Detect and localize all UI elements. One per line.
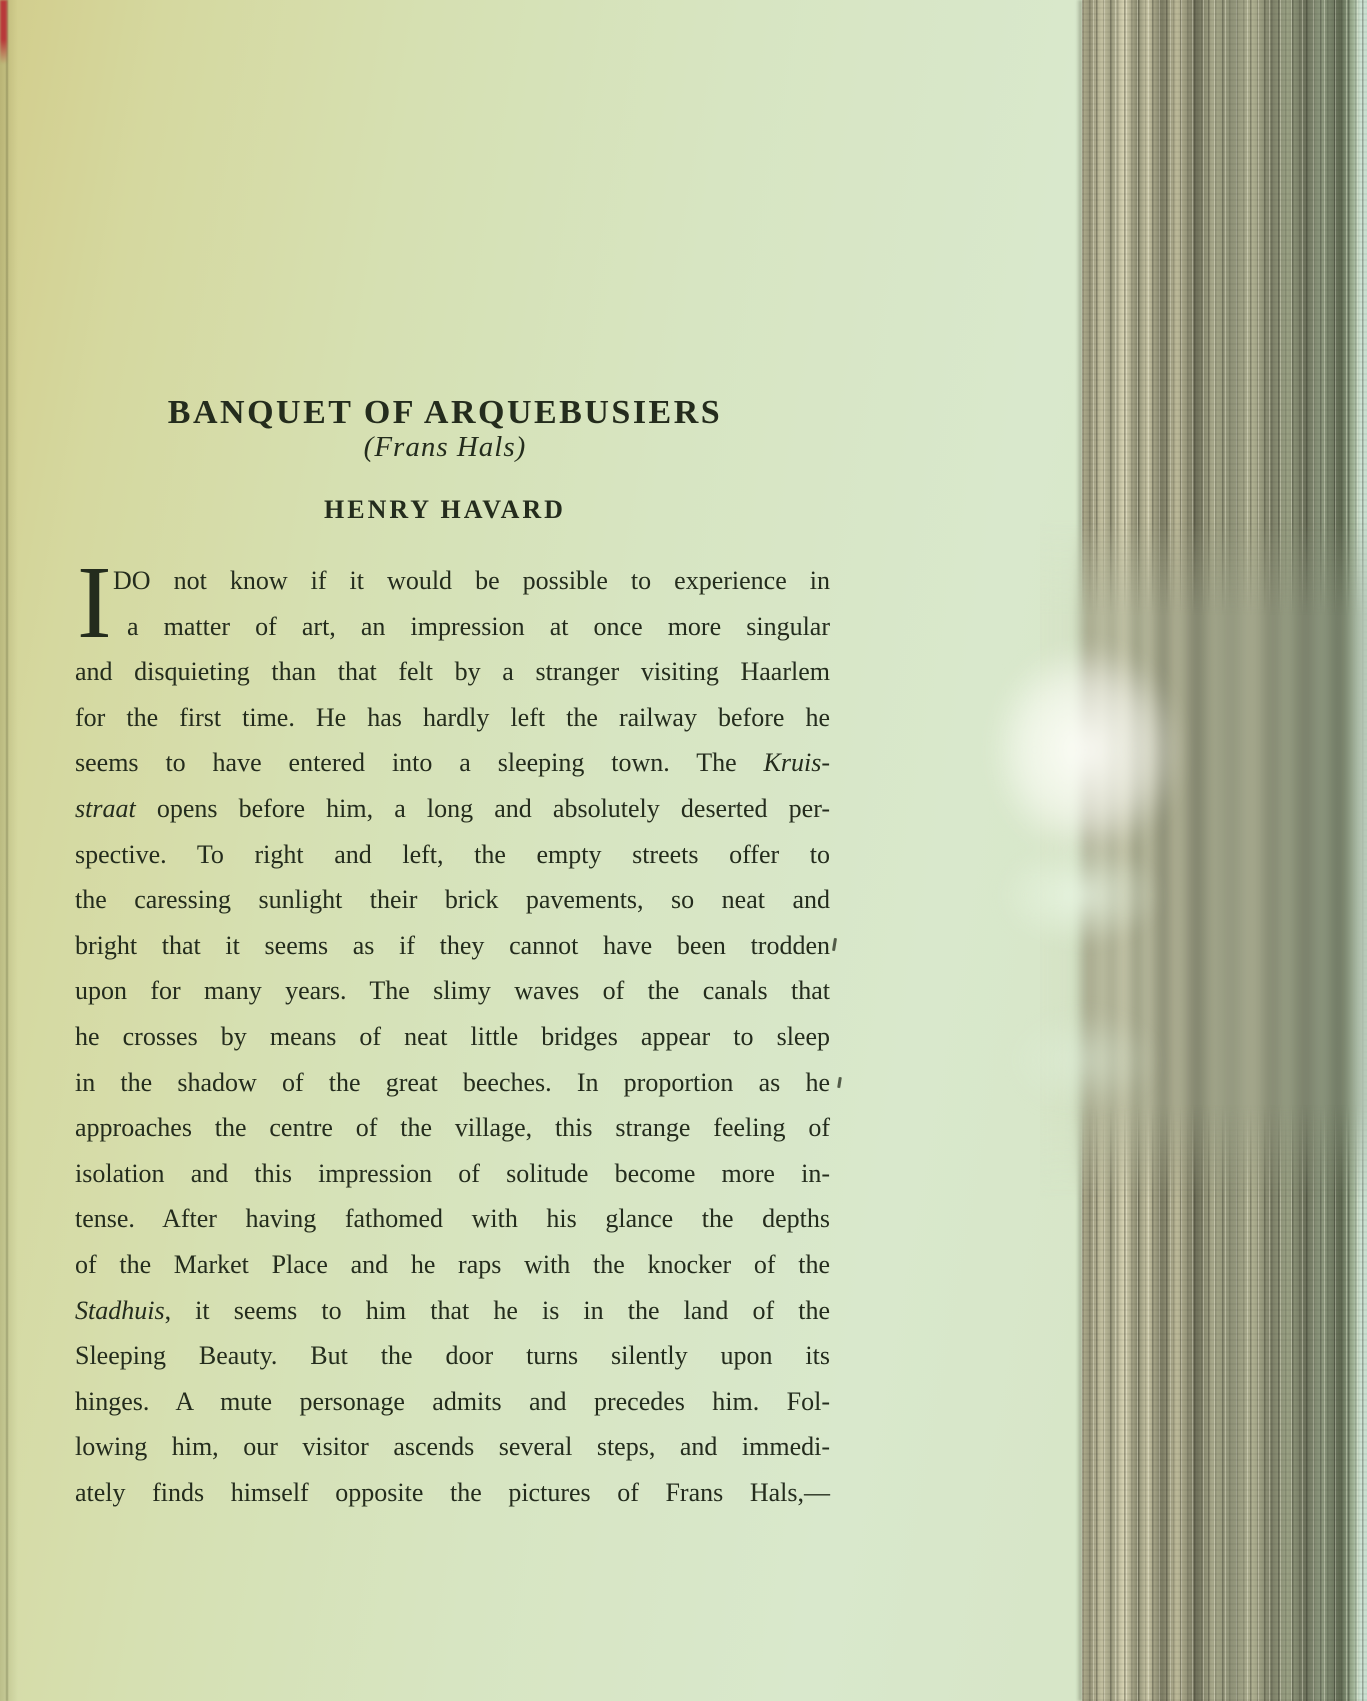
text-segment: for the first time. He has hardly left the railway before he	[75, 702, 830, 732]
text-segment: lowing him, our visitor ascends several steps, and immedi-	[75, 1432, 830, 1462]
text-segment: he crosses by means of neat little bridges appear to sleep	[75, 1021, 830, 1051]
text-segment: bright that it seems as if they cannot have been trodden	[75, 930, 830, 960]
text-line	[75, 649, 830, 695]
text-line	[75, 558, 830, 604]
text-segment: and disquieting than that felt by a stranger visiting Haarlem	[75, 657, 830, 687]
text-segment: approaches the centre of the village, this strange feeling of	[75, 1113, 830, 1143]
text-segment: , it seems to him that he is in the land of the	[164, 1295, 830, 1325]
text-line	[75, 786, 830, 832]
text-line	[75, 1424, 830, 1470]
text-segment: spective. To right and left, the empty streets offer to	[75, 839, 830, 869]
text-segment: hinges. A mute personage admits and precedes him. Fol-	[75, 1386, 830, 1416]
italic-text-segment: Stadhuis	[75, 1295, 165, 1325]
text-segment: ately finds himself opposite the pictures of Frans Hals,—	[75, 1477, 830, 1507]
italic-text-segment: straat	[75, 793, 136, 823]
text-line	[75, 1196, 830, 1242]
drop-cap: I	[77, 545, 112, 660]
text-line	[75, 832, 830, 878]
text-segment: a matter of art, an impression at once more singular	[127, 611, 830, 641]
text-line	[75, 1242, 830, 1288]
text-line	[75, 1333, 830, 1379]
text-segment: tense. After having fathomed with his glance the depths	[75, 1204, 830, 1234]
text-segment: in the shadow of the great beeches. In proportion as he	[75, 1067, 830, 1097]
text-segment: seems to have entered into a sleeping town. The	[75, 748, 764, 778]
text-segment: isolation and this impression of solitude become more in-	[75, 1158, 830, 1188]
text-line	[75, 968, 830, 1014]
text-line	[75, 604, 830, 650]
text-segment: upon for many years. The slimy waves of the canals that	[75, 976, 830, 1006]
text-line	[75, 877, 830, 923]
scan-speck	[837, 1077, 842, 1088]
scan-speck	[832, 938, 837, 951]
text-line	[75, 923, 830, 969]
body-lines	[75, 545, 830, 1515]
text-segment: opens before him, a long and absolutely deserted per-	[135, 793, 830, 823]
page-title: BANQUET OF ARQUEBUSIERS	[167, 394, 723, 431]
text-line	[75, 1060, 830, 1106]
italic-text-segment: Kruis-	[763, 748, 830, 778]
text-line	[75, 1379, 830, 1425]
article-body	[75, 545, 830, 1515]
text-line	[75, 740, 830, 786]
text-line	[75, 1105, 830, 1151]
text-segment: the caressing sunlight their brick pavements, so neat and	[75, 885, 830, 915]
text-line	[75, 1470, 830, 1516]
author-name: HENRY HAVARD	[324, 495, 566, 524]
text-segment: Sleeping Beauty. But the door turns silently upon its	[75, 1341, 830, 1371]
text-segment: of the Market Place and he raps with the knocker of the	[75, 1249, 830, 1279]
text-segment: DO not know if it would be possible to experience in	[113, 566, 830, 595]
text-line	[75, 1288, 830, 1334]
page-subtitle: (Frans Hals)	[363, 431, 527, 463]
text-line	[75, 695, 830, 741]
text-line	[75, 1151, 830, 1197]
text-line	[75, 1014, 830, 1060]
